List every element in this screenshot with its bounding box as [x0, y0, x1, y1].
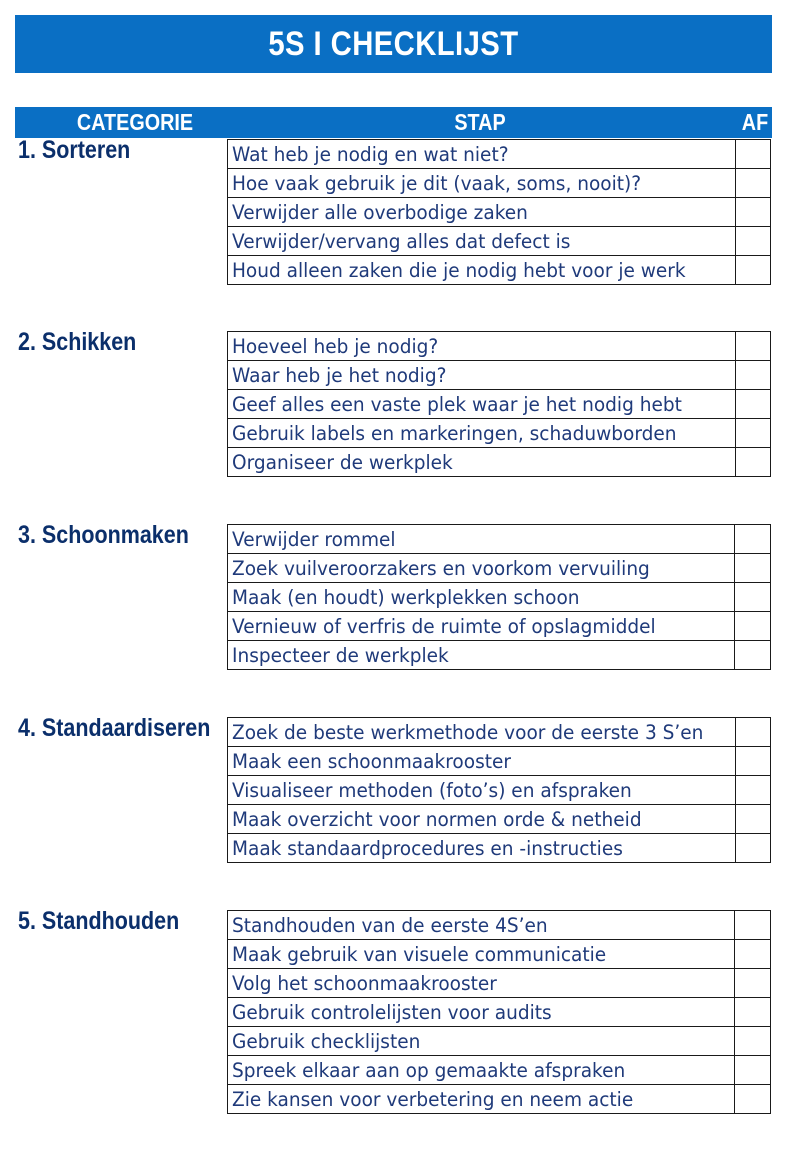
af-checkbox[interactable] — [735, 747, 770, 776]
af-checkbox[interactable] — [735, 227, 770, 256]
step-text: Gebruik labels en markeringen, schaduwborden — [232, 421, 677, 445]
step-row — [228, 747, 771, 776]
step-text: Verwijder alle overbodige zaken — [232, 200, 528, 224]
step-row — [228, 911, 771, 940]
steps-table — [227, 139, 771, 285]
step-text: Geef alles een vaste plek waar je het nodig hebt — [232, 392, 682, 416]
step-row — [228, 448, 771, 477]
step-row — [228, 1085, 771, 1114]
step-text: Houd alleen zaken die je nodig hebt voor je werk — [232, 258, 686, 282]
step-row — [228, 419, 771, 448]
step-text: Wat heb je nodig en wat niet? — [232, 142, 509, 166]
step-row — [228, 940, 771, 969]
af-checkbox[interactable] — [735, 198, 770, 227]
step-text: Zoek vuilveroorzakers en voorkom vervuiling — [232, 556, 650, 580]
step-row — [228, 256, 771, 285]
step-cell — [228, 911, 735, 940]
step-cell — [228, 969, 735, 998]
af-checkbox[interactable] — [735, 1056, 771, 1085]
step-cell — [228, 227, 736, 256]
column-header-bar — [15, 107, 772, 138]
af-checkbox[interactable] — [735, 390, 770, 419]
step-row — [228, 525, 771, 554]
step-text: Spreek elkaar aan op gemaakte afspraken — [232, 1058, 626, 1082]
step-text: Vernieuw of verfris de ruimte of opslagmiddel — [232, 614, 656, 638]
step-cell — [228, 554, 735, 583]
step-row — [228, 169, 771, 198]
step-cell — [228, 448, 736, 477]
af-checkbox[interactable] — [735, 1027, 771, 1056]
step-cell — [228, 776, 736, 805]
step-row — [228, 776, 771, 805]
category-label: 3. Schoonmaken — [18, 521, 189, 549]
step-cell — [228, 169, 736, 198]
step-cell — [228, 390, 736, 419]
step-cell — [228, 834, 736, 863]
step-row — [228, 390, 771, 419]
header-af: AF — [741, 109, 769, 135]
step-text: Maak (en houdt) werkplekken schoon — [232, 585, 580, 609]
af-checkbox[interactable] — [735, 419, 770, 448]
af-checkbox[interactable] — [735, 718, 770, 747]
step-text: Maak standaardprocedures en -instructies — [232, 836, 623, 860]
category-label: 1. Sorteren — [18, 136, 131, 164]
af-checkbox[interactable] — [735, 969, 771, 998]
step-cell — [228, 419, 736, 448]
steps-table — [227, 524, 771, 670]
step-cell — [228, 140, 736, 169]
step-text: Hoe vaak gebruik je dit (vaak, soms, nooit)? — [232, 171, 642, 195]
af-checkbox[interactable] — [735, 1085, 771, 1114]
af-checkbox[interactable] — [735, 641, 771, 670]
af-checkbox[interactable] — [735, 140, 770, 169]
af-checkbox[interactable] — [735, 169, 770, 198]
af-checkbox[interactable] — [735, 940, 771, 969]
step-row — [228, 718, 771, 747]
step-cell — [228, 998, 735, 1027]
step-cell — [228, 525, 735, 554]
step-row — [228, 834, 771, 863]
step-cell — [228, 747, 736, 776]
step-text: Volg het schoonmaakrooster — [232, 971, 497, 995]
step-cell — [228, 612, 735, 641]
step-row — [228, 805, 771, 834]
af-checkbox[interactable] — [735, 554, 771, 583]
step-cell — [228, 1056, 735, 1085]
step-text: Organiseer de werkplek — [232, 450, 453, 474]
step-row — [228, 612, 771, 641]
step-text: Inspecteer de werkplek — [232, 643, 449, 667]
step-cell — [228, 583, 735, 612]
step-cell — [228, 361, 736, 390]
step-row — [228, 998, 771, 1027]
af-checkbox[interactable] — [735, 998, 771, 1027]
step-text: Visualiseer methoden (foto’s) en afspraken — [232, 778, 632, 802]
step-row — [228, 198, 771, 227]
af-checkbox[interactable] — [735, 776, 770, 805]
step-text: Maak overzicht voor normen orde & netheid — [232, 807, 642, 831]
af-checkbox[interactable] — [735, 583, 771, 612]
step-text: Hoeveel heb je nodig? — [232, 334, 439, 358]
step-text: Gebruik checklijsten — [232, 1029, 421, 1053]
step-row — [228, 969, 771, 998]
af-checkbox[interactable] — [735, 256, 770, 285]
step-text: Maak een schoonmaakrooster — [232, 749, 512, 773]
step-cell — [228, 805, 736, 834]
step-row — [228, 227, 771, 256]
category-label: 4. Standaardiseren — [18, 714, 211, 742]
step-cell — [228, 641, 735, 670]
step-row — [228, 641, 771, 670]
category-label: 2. Schikken — [18, 328, 137, 356]
step-row — [228, 1027, 771, 1056]
step-text: Gebruik controlelijsten voor audits — [232, 1000, 552, 1024]
steps-table — [227, 331, 771, 477]
af-checkbox[interactable] — [735, 612, 771, 641]
step-cell — [228, 198, 736, 227]
step-cell — [228, 940, 735, 969]
step-row — [228, 361, 771, 390]
step-cell — [228, 332, 736, 361]
step-cell — [228, 1027, 735, 1056]
af-checkbox[interactable] — [735, 448, 770, 477]
header-categorie: CATEGORIE — [76, 109, 194, 135]
step-row — [228, 1056, 771, 1085]
af-checkbox[interactable] — [735, 805, 770, 834]
category-label: 5. Standhouden — [18, 907, 180, 935]
af-checkbox[interactable] — [735, 834, 770, 863]
step-text: Maak gebruik van visuele communicatie — [232, 942, 607, 966]
step-text: Standhouden van de eerste 4S’en — [232, 913, 548, 937]
step-row — [228, 332, 771, 361]
step-row — [228, 554, 771, 583]
step-cell — [228, 256, 736, 285]
page-title: 5S I CHECKLIJST — [268, 24, 519, 63]
steps-table — [227, 717, 771, 863]
af-checkbox[interactable] — [735, 525, 771, 554]
af-checkbox[interactable] — [735, 911, 771, 940]
step-row — [228, 583, 771, 612]
af-checkbox[interactable] — [735, 332, 770, 361]
step-row — [228, 140, 771, 169]
step-text: Waar heb je het nodig? — [232, 363, 447, 387]
step-text: Verwijder/vervang alles dat defect is — [232, 229, 571, 253]
step-text: Zoek de beste werkmethode voor de eerste 3 S’en — [232, 720, 704, 744]
step-cell — [228, 1085, 735, 1114]
step-text: Verwijder rommel — [232, 527, 396, 551]
step-cell — [228, 718, 736, 747]
af-checkbox[interactable] — [735, 361, 770, 390]
header-stap: STAP — [454, 109, 506, 135]
step-text: Zie kansen voor verbetering en neem actie — [232, 1087, 634, 1111]
title-banner — [15, 15, 772, 73]
steps-table — [227, 910, 771, 1114]
